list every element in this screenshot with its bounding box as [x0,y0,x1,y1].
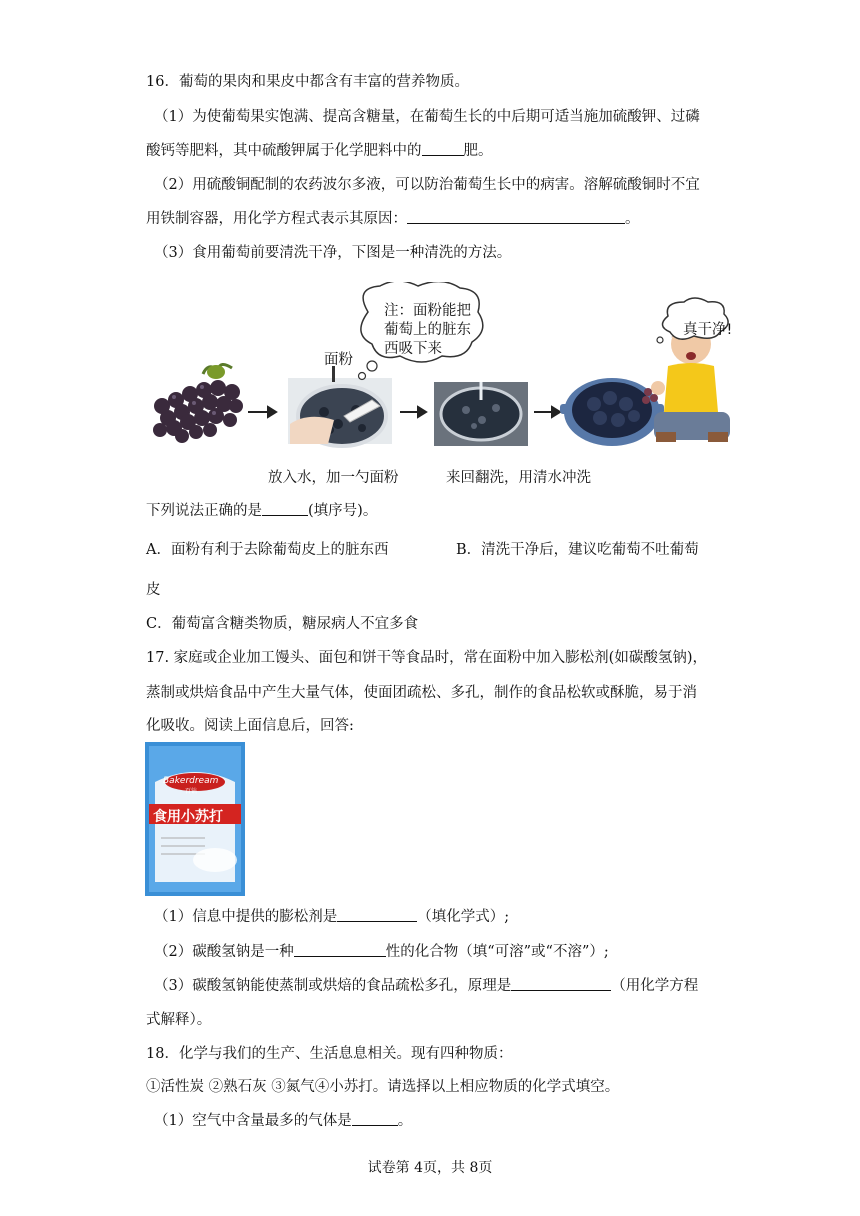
page-footer: 试卷第 4页，共 8页 [367,1160,493,1176]
package-brand-cn: 百钻 [185,788,198,795]
q16-option-a: A．面粉有利于去除葡萄皮上的脏东西 [146,542,389,558]
answer-blank[interactable] [422,141,464,156]
q17-sub1: （1）信息中提供的膨松剂是 （填化学式）; [154,909,510,925]
q16-option-c: C．葡萄富含糖类物质，糖尿病人不宜多食 [146,616,419,632]
flour-label: 面粉 [324,352,353,368]
answer-blank[interactable] [337,907,417,922]
q17-sub2: （2）碳酸氢钠是一种 性的化合物（填“可溶”或“不溶”）; [154,944,609,960]
q18-sub1: （1）空气中含量最多的气体是 。 [154,1113,413,1129]
pot-with-flour-image [288,366,392,446]
q16-option-b-wrap: 皮 [146,582,161,598]
q16-option-b: B．清洗干净后，建议吃葡萄不吐葡萄 [456,542,699,558]
caption-rinse: 来回翻洗，用清水冲洗 [446,470,591,486]
grapes-image [153,364,243,443]
q16-choose: 下列说法正确的是 (填序号)。 [146,503,378,519]
q16-stem: 16．葡萄的果肉和果皮中都含有丰富的营养物质。 [146,74,469,90]
child-image [642,324,730,442]
q17-stem-line2: 蒸制或烘焙食品中产生大量气体，使面团疏松、多孔，制作的食品松软或酥脆，易于消 [146,685,697,701]
q16-part2-line1: （2）用硫酸铜配制的农药波尔多液，可以防治葡萄生长中的病害。溶解硫酸铜时不宜 [154,177,700,193]
clean-bubble-text: 真干净! [683,322,733,338]
pot-rinsing-image [434,382,528,446]
q17-sub3: （3）碳酸氢钠能使蒸制或烘焙的食品疏松多孔，原理是 （用化学方程 [154,978,699,994]
package-brand: Bakerdream [163,776,219,786]
answer-blank[interactable] [294,942,386,957]
package-title: 食用小苏打 [153,809,223,825]
baking-soda-package-image [145,742,245,896]
q18-stem: 18．化学与我们的生产、生活息息相关。现有四种物质： [146,1046,513,1062]
note-bubble-text: 注：面粉能把 葡萄上的脏东 西吸下来 [384,303,471,357]
caption-add-flour: 放入水，加一勺面粉 [268,470,399,486]
answer-blank[interactable] [407,209,625,224]
q16-part2-line2: 用铁制容器，用化学方程式表示其原因： 。 [146,211,640,227]
answer-blank[interactable] [352,1111,398,1126]
q16-part3: （3）食用葡萄前要清洗干净，下图是一种清洗的方法。 [154,245,512,261]
q18-items: ①活性炭 ②熟石灰 ③氮气④小苏打。请选择以上相应物质的化学式填空。 [146,1079,620,1095]
q16-part1-line2: 酸钙等肥料，其中硫酸钾属于化学肥料中的 肥。 [146,143,493,159]
answer-blank[interactable] [262,501,308,516]
answer-blank[interactable] [511,976,611,991]
grape-washing-figure [148,282,738,492]
q17-sub3-wrap: 式解释）。 [146,1012,212,1028]
q17-stem-line1: 17. 家庭或企业加工馒头、面包和饼干等食品时，常在面粉中加入膨松剂(如碳酸氢钠)， [146,650,707,666]
q17-stem-line3: 化吸收。阅读上面信息后，回答: [146,718,354,734]
q16-part1-line1: （1）为使葡萄果实饱满、提高含糖量，在葡萄生长的中后期可适当施加硫酸钾、过磷 [154,109,700,125]
